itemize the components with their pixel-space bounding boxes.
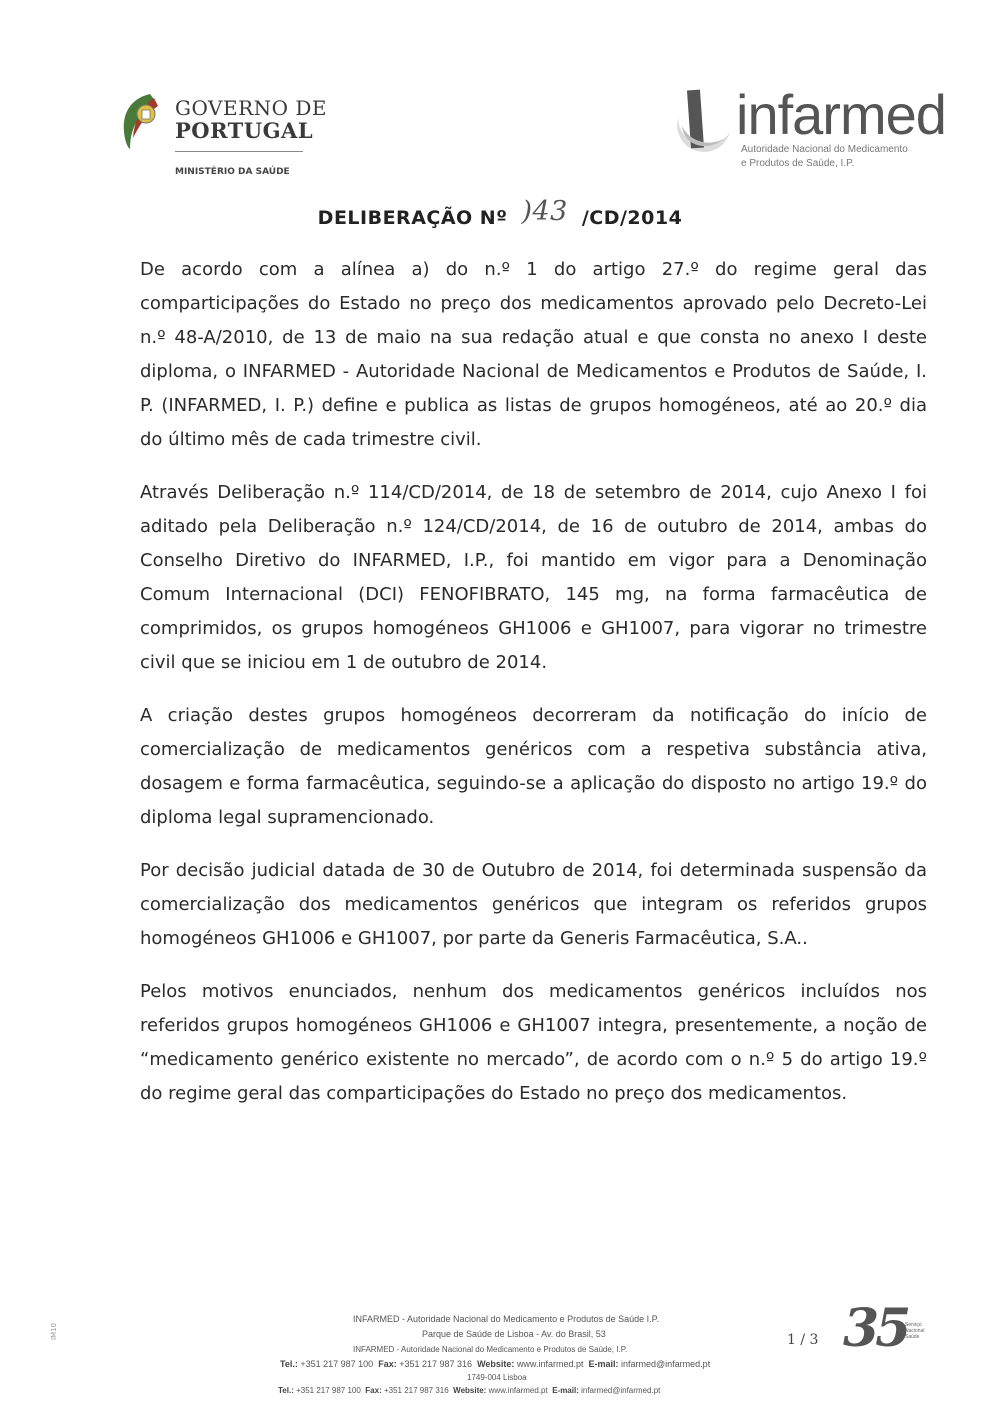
footer-tel: +351 217 987 100: [300, 1359, 374, 1369]
paragraph: Pelos motivos enunciados, nenhum dos medicamentos genéricos incluídos nos referidos grupos homogéneos GH1006 e GH1007 integra, presentemente, a noção de “medicamento genérico existente no mercado”, de acordo com o n.º 5 do artigo 19.º do regime geral das comparticipações do Estado no preço dos medicamentos.: [140, 981, 927, 1104]
paragraph: De acordo com a alínea a) do n.º 1 do artigo 27.º do regime geral das comparticipações do Estado no preço dos medicamentos aprovado pelo Decreto-Lei n.º 48-A/2010, de 13 de maio na sua redação atual e que consta no anexo I deste diploma, o INFARMED - Autoridade Nacional de Medicamentos e Produtos de Saúde, I. P. (INFARMED, I. P.) define e publica as listas de grupos homogéneos, até ao 20.º dia do último mês de cada trimestre civil.: [140, 259, 927, 450]
footer-mail-label-2: E-mail:: [552, 1386, 579, 1395]
footer-fax: +351 217 987 316: [399, 1359, 473, 1369]
footer-fax-label: Fax:: [378, 1359, 397, 1369]
footer-mail-link-2[interactable]: infarmed@infarmed.pt: [581, 1386, 661, 1395]
governo-de-portugal-logo: [120, 88, 328, 183]
ministry-name: MINISTÉRIO DA SAÚDE: [175, 167, 290, 177]
sns-35-anniversary-logo: [843, 1298, 933, 1368]
footer-mail-link[interactable]: infarmed@infarmed.pt: [621, 1359, 711, 1369]
infarmed-logo: [672, 83, 952, 188]
footer-tel-2: +351 217 987 100: [296, 1386, 361, 1395]
footer-fax-2: +351 217 987 316: [383, 1386, 449, 1395]
footer-web-label: Website:: [477, 1359, 515, 1369]
footer-tel-label: Tel.:: [280, 1359, 298, 1369]
gov-divider: [175, 151, 303, 152]
infarmed-wordmark: infarmed: [736, 83, 946, 146]
handwritten-number: )43: [521, 196, 568, 227]
infarmed-mark-icon: [672, 88, 734, 160]
footer-line3: INFARMED - Autoridade Nacional do Medicamento e Produtos de Saúde, I.P.: [353, 1345, 628, 1354]
anniversary-number: 35: [843, 1298, 908, 1359]
paragraph: A criação destes grupos homogéneos decorreram da notificação do início de comercialização de medicamentos genéricos com a respetiva substância ativa, dosagem e forma farmacêutica, seguindo-se a aplicação do disposto no artigo 19.º do diploma legal supramencionado.: [140, 705, 927, 828]
infarmed-subtitle-line1: Autoridade Nacional do Medicamento: [741, 144, 908, 155]
title-prefix: DELIBERAÇÃO Nº: [317, 207, 508, 229]
footer-line5: 1749-004 Lisboa: [467, 1373, 527, 1382]
footer-mail-label: E-mail:: [588, 1359, 619, 1369]
gov-name-line1: GOVERNO DE: [175, 96, 328, 120]
portugal-emblem-icon: [120, 92, 160, 150]
infarmed-subtitle-line2: e Produtos de Saúde, I.P.: [741, 158, 855, 169]
paragraph: Através Deliberação n.º 114/CD/2014, de 18 de setembro de 2014, cujo Anexo I foi aditado pela Deliberação n.º 124/CD/2014, de 16 de outubro de 2014, ambas do Conselho Diretivo do INFARMED, I.P., foi mantido em vigor para a Denominação Comum Internacional (DCI) FENOFIBRATO, 145 mg, na forma farmacêutica de comprimidos, os grupos homogéneos GH1006 e GH1007, para vigorar no trimestre civil que se iniciou em 1 de outubro de 2014.: [140, 482, 927, 673]
footer-line4: [280, 1359, 710, 1369]
title-suffix: /CD/2014: [581, 207, 683, 229]
gov-name-line2: PORTUGAL: [175, 118, 314, 143]
side-form-code: IM10: [50, 1322, 58, 1340]
paragraph: Por decisão judicial datada de 30 de Outubro de 2014, foi determinada suspensão da comercialização dos medicamentos genéricos que integram os referidos grupos homogéneos GH1006 e GH1007, por parte da Generis Farmacêutica, S.A..: [140, 860, 927, 949]
footer-web-link-2[interactable]: www.infarmed.pt: [488, 1386, 548, 1395]
footer-web-label-2: Website:: [453, 1386, 487, 1395]
document-body: [140, 253, 927, 1130]
footer-web-link[interactable]: www.infarmed.pt: [516, 1359, 584, 1369]
footer-line6: [278, 1386, 660, 1395]
footer-tel-label-2: Tel.:: [278, 1386, 294, 1395]
page-number: 1 / 3: [787, 1332, 819, 1348]
footer-line1: INFARMED - Autoridade Nacional do Medicamento e Produtos de Saúde I.P.: [353, 1314, 660, 1324]
footer-fax-label-2: Fax:: [365, 1386, 382, 1395]
footer-line2: Parque de Saúde de Lisboa - Av. do Brasil, 53: [422, 1329, 606, 1339]
anniversary-subtitle: Serviço Nacional Saúde: [905, 1322, 925, 1340]
document-title: [0, 196, 1000, 231]
page-footer: [0, 1298, 1000, 1410]
